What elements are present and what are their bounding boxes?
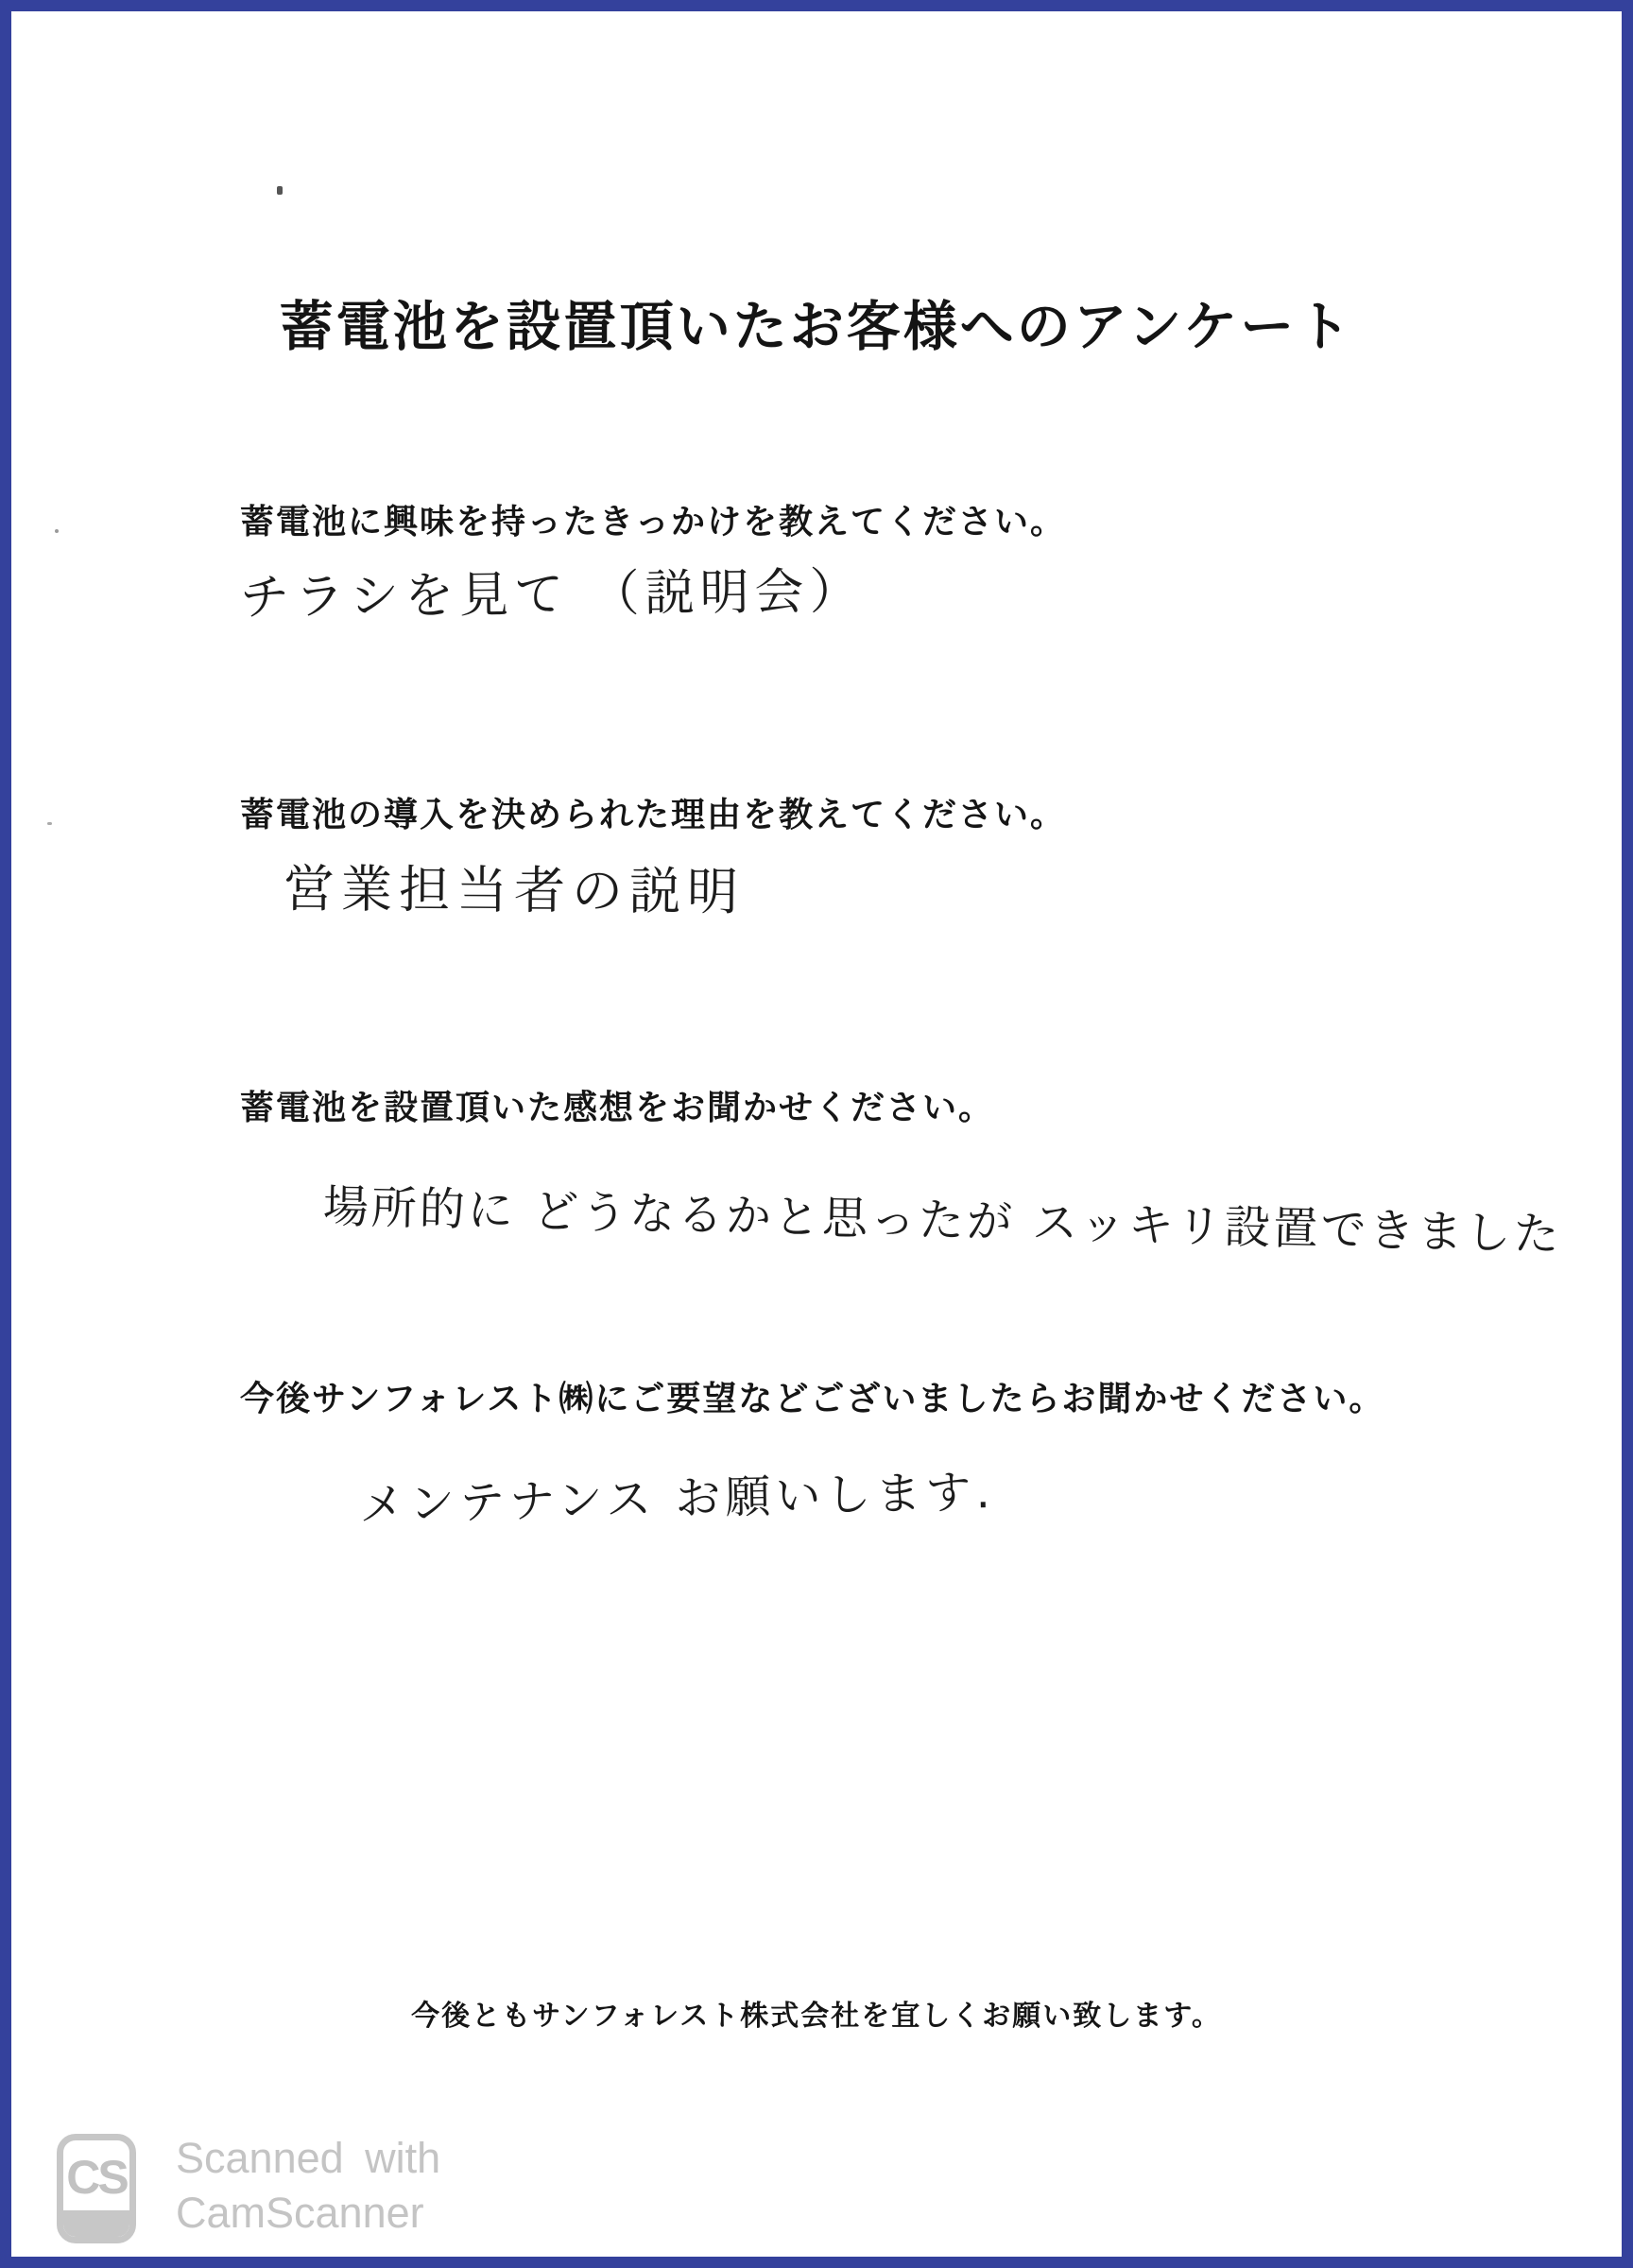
camscanner-logo-icon xyxy=(57,2134,136,2243)
question-2-handwritten-answer: 営業担当者の説明 xyxy=(283,859,746,922)
scan-speck xyxy=(277,186,283,195)
question-3-label: 蓄電池を設置頂いた感想をお聞かせください。 xyxy=(240,1088,995,1126)
question-3-handwritten-answer: 場所的に どうなるかと思ったが スッキリ設置できました xyxy=(322,1180,1563,1262)
survey-title: 蓄電池を設置頂いたお客様へのアンケート xyxy=(279,297,1354,357)
camscanner-logo-band xyxy=(63,2210,129,2237)
question-1-label: 蓄電池に興味を持ったきっかけを教えてください。 xyxy=(240,502,1067,541)
question-4-handwritten-answer: メンテナンス お願いします. xyxy=(358,1465,996,1532)
watermark-line-1: Scanned with xyxy=(176,2134,441,2182)
question-1-handwritten-answer: チラシを見て （説明会） xyxy=(239,563,865,627)
question-2-label: 蓄電池の導入を決められた理由を教えてください。 xyxy=(240,795,1067,833)
camscanner-watermark-text xyxy=(176,2136,440,2236)
closing-message: 今後ともサンフォレスト株式会社を宜しくお願い致します。 xyxy=(411,2001,1222,2032)
question-4-label: 今後サンフォレスト㈱にご要望などございましたらお聞かせください。 xyxy=(240,1379,1385,1418)
scan-speck xyxy=(55,529,59,533)
scan-speck xyxy=(47,822,52,825)
camscanner-logo-letters: CS xyxy=(66,2151,127,2204)
camscanner-watermark xyxy=(57,2134,440,2243)
watermark-line-2: CamScanner xyxy=(176,2189,424,2237)
